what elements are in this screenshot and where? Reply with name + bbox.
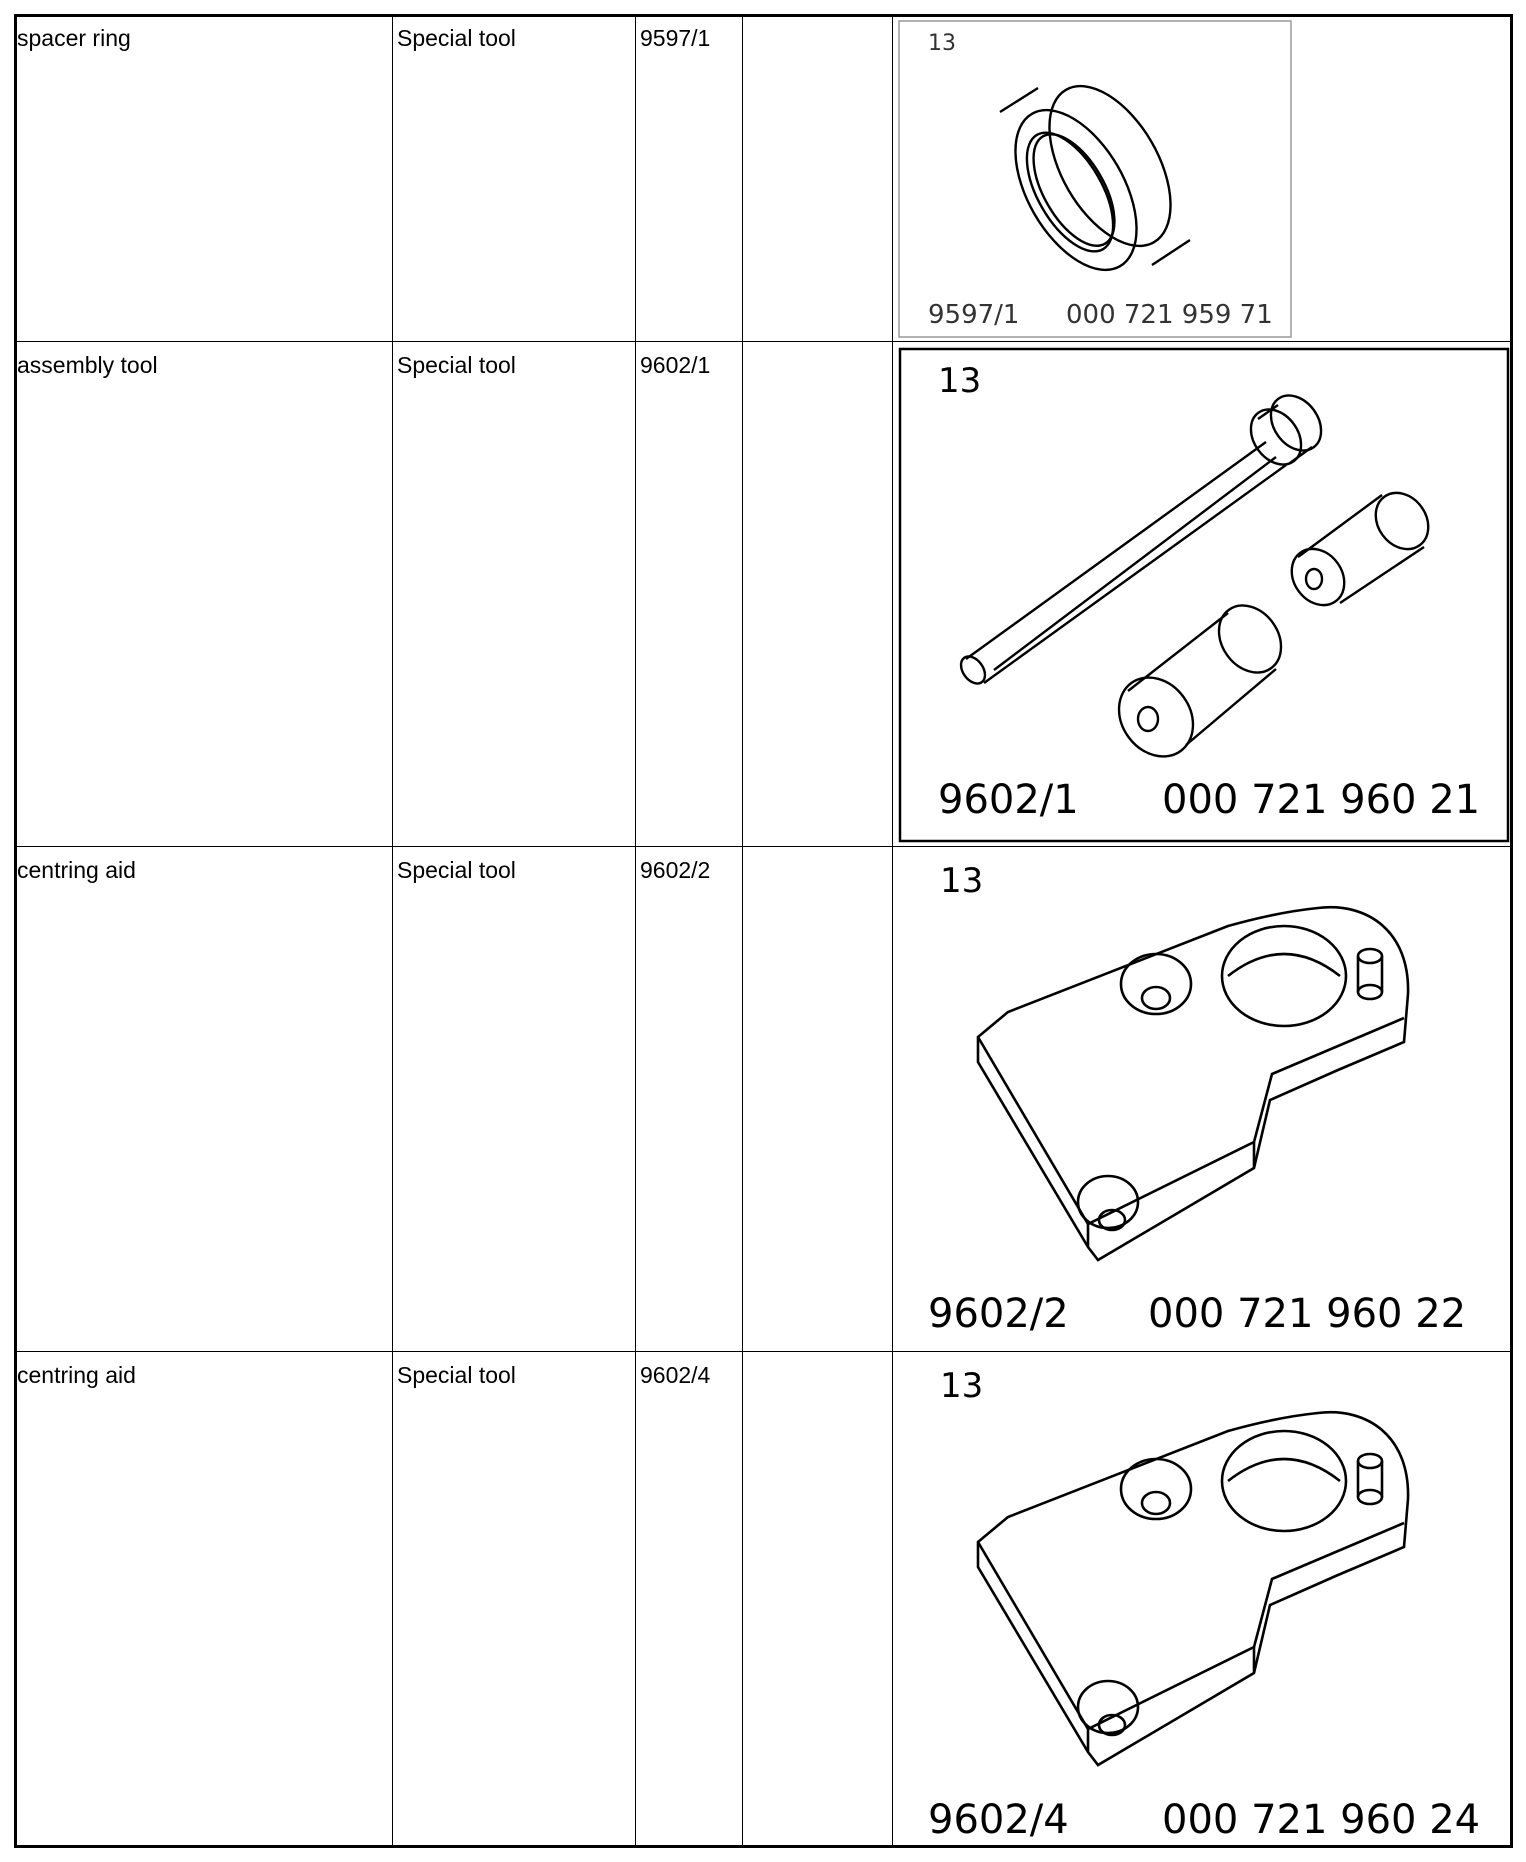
table-border-left [14,14,17,1848]
assembly-tool-icon [956,386,1439,771]
figure-panel-spacer-ring [898,20,1292,338]
figure-tool-number: 9602/4 [928,1797,1069,1843]
tool-name: spacer ring [17,25,131,51]
centring-aid-icon [978,1412,1408,1765]
row-divider [14,341,1513,342]
group-number: 13 [928,31,956,56]
spacer-ring-icon [990,66,1195,290]
column-divider [892,14,893,1848]
tool-number: 9602/4 [640,1362,711,1388]
column-divider [742,14,743,1848]
table-border-right [1510,14,1513,1848]
group-number: 13 [940,861,984,901]
tool-type: Special tool [397,1362,516,1388]
centring-aid-icon [978,907,1408,1260]
tool-type: Special tool [397,352,516,378]
figure-frame [899,21,1291,337]
figure-frame [900,349,1508,841]
figure-tool-number: 9602/1 [938,777,1079,823]
column-divider [392,14,393,1848]
tool-name: centring aid [17,857,136,883]
group-number: 13 [938,361,982,401]
figure-panel-assembly-tool [898,347,1510,843]
figure-part-number: 000 721 960 24 [1162,1797,1481,1843]
figure-tool-number: 9602/2 [928,1291,1069,1337]
group-number: 13 [940,1366,984,1406]
figure-part-number: 000 721 960 22 [1148,1291,1467,1337]
tool-name: centring aid [17,1362,136,1388]
figure-part-number: 000 721 959 71 [1066,300,1273,330]
tool-name: assembly tool [17,352,158,378]
tool-type: Special tool [397,25,516,51]
row-divider [14,846,1513,847]
tool-number: 9602/1 [640,352,711,378]
figure-panel-centring-aid-9602-2 [898,852,1510,1348]
column-divider [635,14,636,1848]
tool-number: 9597/1 [640,25,711,51]
table-border-top [14,14,1513,17]
table-border-bottom [14,1845,1513,1848]
row-divider [14,1351,1513,1352]
figure-part-number: 000 721 960 21 [1162,777,1481,823]
figure-tool-number: 9597/1 [928,300,1020,330]
figure-panel-centring-aid-9602-4 [898,1357,1510,1843]
tool-type: Special tool [397,857,516,883]
tool-number: 9602/2 [640,857,711,883]
